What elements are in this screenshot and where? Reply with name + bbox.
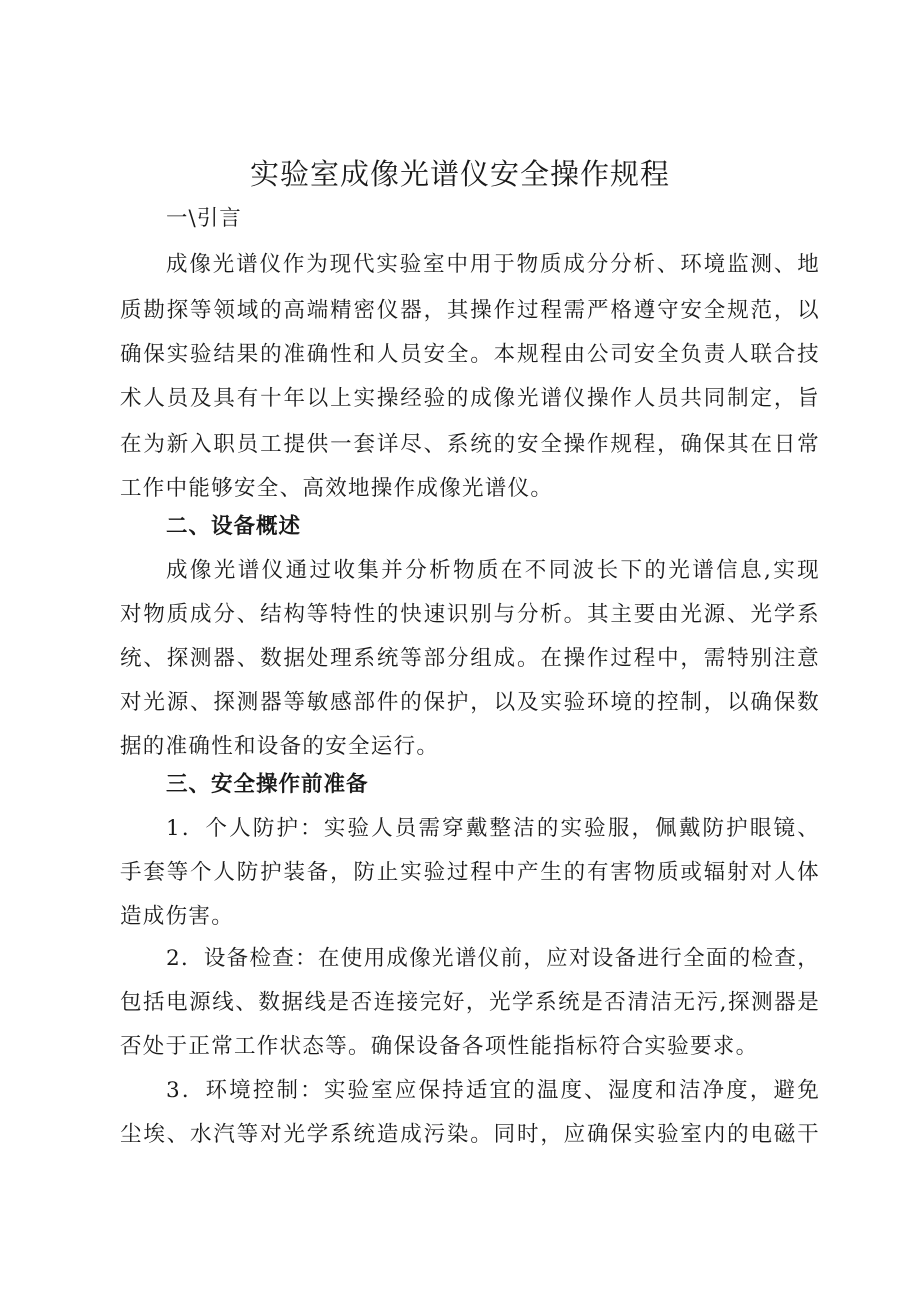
paragraph-line: 据的准确性和设备的安全运行。 bbox=[120, 734, 440, 759]
paragraph-line: 质勘探等领域的高端精密仪器，其操作过程需严格遵守安全规范，以 bbox=[120, 298, 820, 323]
list-item-line: 造成伤害。 bbox=[120, 904, 235, 929]
list-item-line: 手套等个人防护装备，防止实验过程中产生的有害物质或辐射对人体 bbox=[120, 860, 820, 885]
paragraph-line: 统、探测器、数据处理系统等部分组成。在操作过程中，需特别注意 bbox=[120, 646, 820, 671]
section-heading-overview: 二、设备概述 bbox=[166, 514, 302, 539]
list-item-line: 否处于正常工作状态等。确保设备各项性能指标符合实验要求。 bbox=[120, 1034, 759, 1059]
list-item-line: 包括电源线、数据线是否连接完好，光学系统是否清洁无污,探测器是 bbox=[120, 990, 820, 1015]
list-item-line: 2．设备检查：在使用成像光谱仪前，应对设备进行全面的检查， bbox=[166, 946, 820, 971]
document-title: 实验室成像光谱仪安全操作规程 bbox=[249, 157, 670, 191]
section-heading-preparation: 三、安全操作前准备 bbox=[166, 772, 369, 797]
paragraph-line: 成像光谱仪作为现代实验室中用于物质成分分析、环境监测、地 bbox=[166, 252, 820, 277]
list-item-line: 尘埃、水汽等对光学系统造成污染。同时，应确保实验室内的电磁干 bbox=[120, 1122, 820, 1147]
paragraph-line: 工作中能够安全、高效地操作成像光谱仪。 bbox=[120, 476, 554, 501]
paragraph-line: 确保实验结果的准确性和人员安全。本规程由公司安全负责人联合技 bbox=[120, 342, 820, 367]
section-heading-intro: 一\引言 bbox=[166, 206, 242, 231]
paragraph-line: 在为新入职员工提供一套详尽、系统的安全操作规程，确保其在日常 bbox=[120, 432, 820, 457]
paragraph-line: 对物质成分、结构等特性的快速识别与分析。其主要由光源、光学系 bbox=[120, 602, 820, 627]
list-item-line: 3．环境控制：实验室应保持适宜的温度、湿度和洁净度，避免 bbox=[166, 1078, 820, 1103]
list-item-line: 1．个人防护：实验人员需穿戴整洁的实验服，佩戴防护眼镜、 bbox=[166, 816, 820, 841]
paragraph-line: 术人员及具有十年以上实操经验的成像光谱仪操作人员共同制定，旨 bbox=[120, 386, 820, 411]
paragraph-line: 对光源、探测器等敏感部件的保护，以及实验环境的控制，以确保数 bbox=[120, 690, 820, 715]
paragraph-line: 成像光谱仪通过收集并分析物质在不同波长下的光谱信息,实现 bbox=[166, 558, 820, 583]
